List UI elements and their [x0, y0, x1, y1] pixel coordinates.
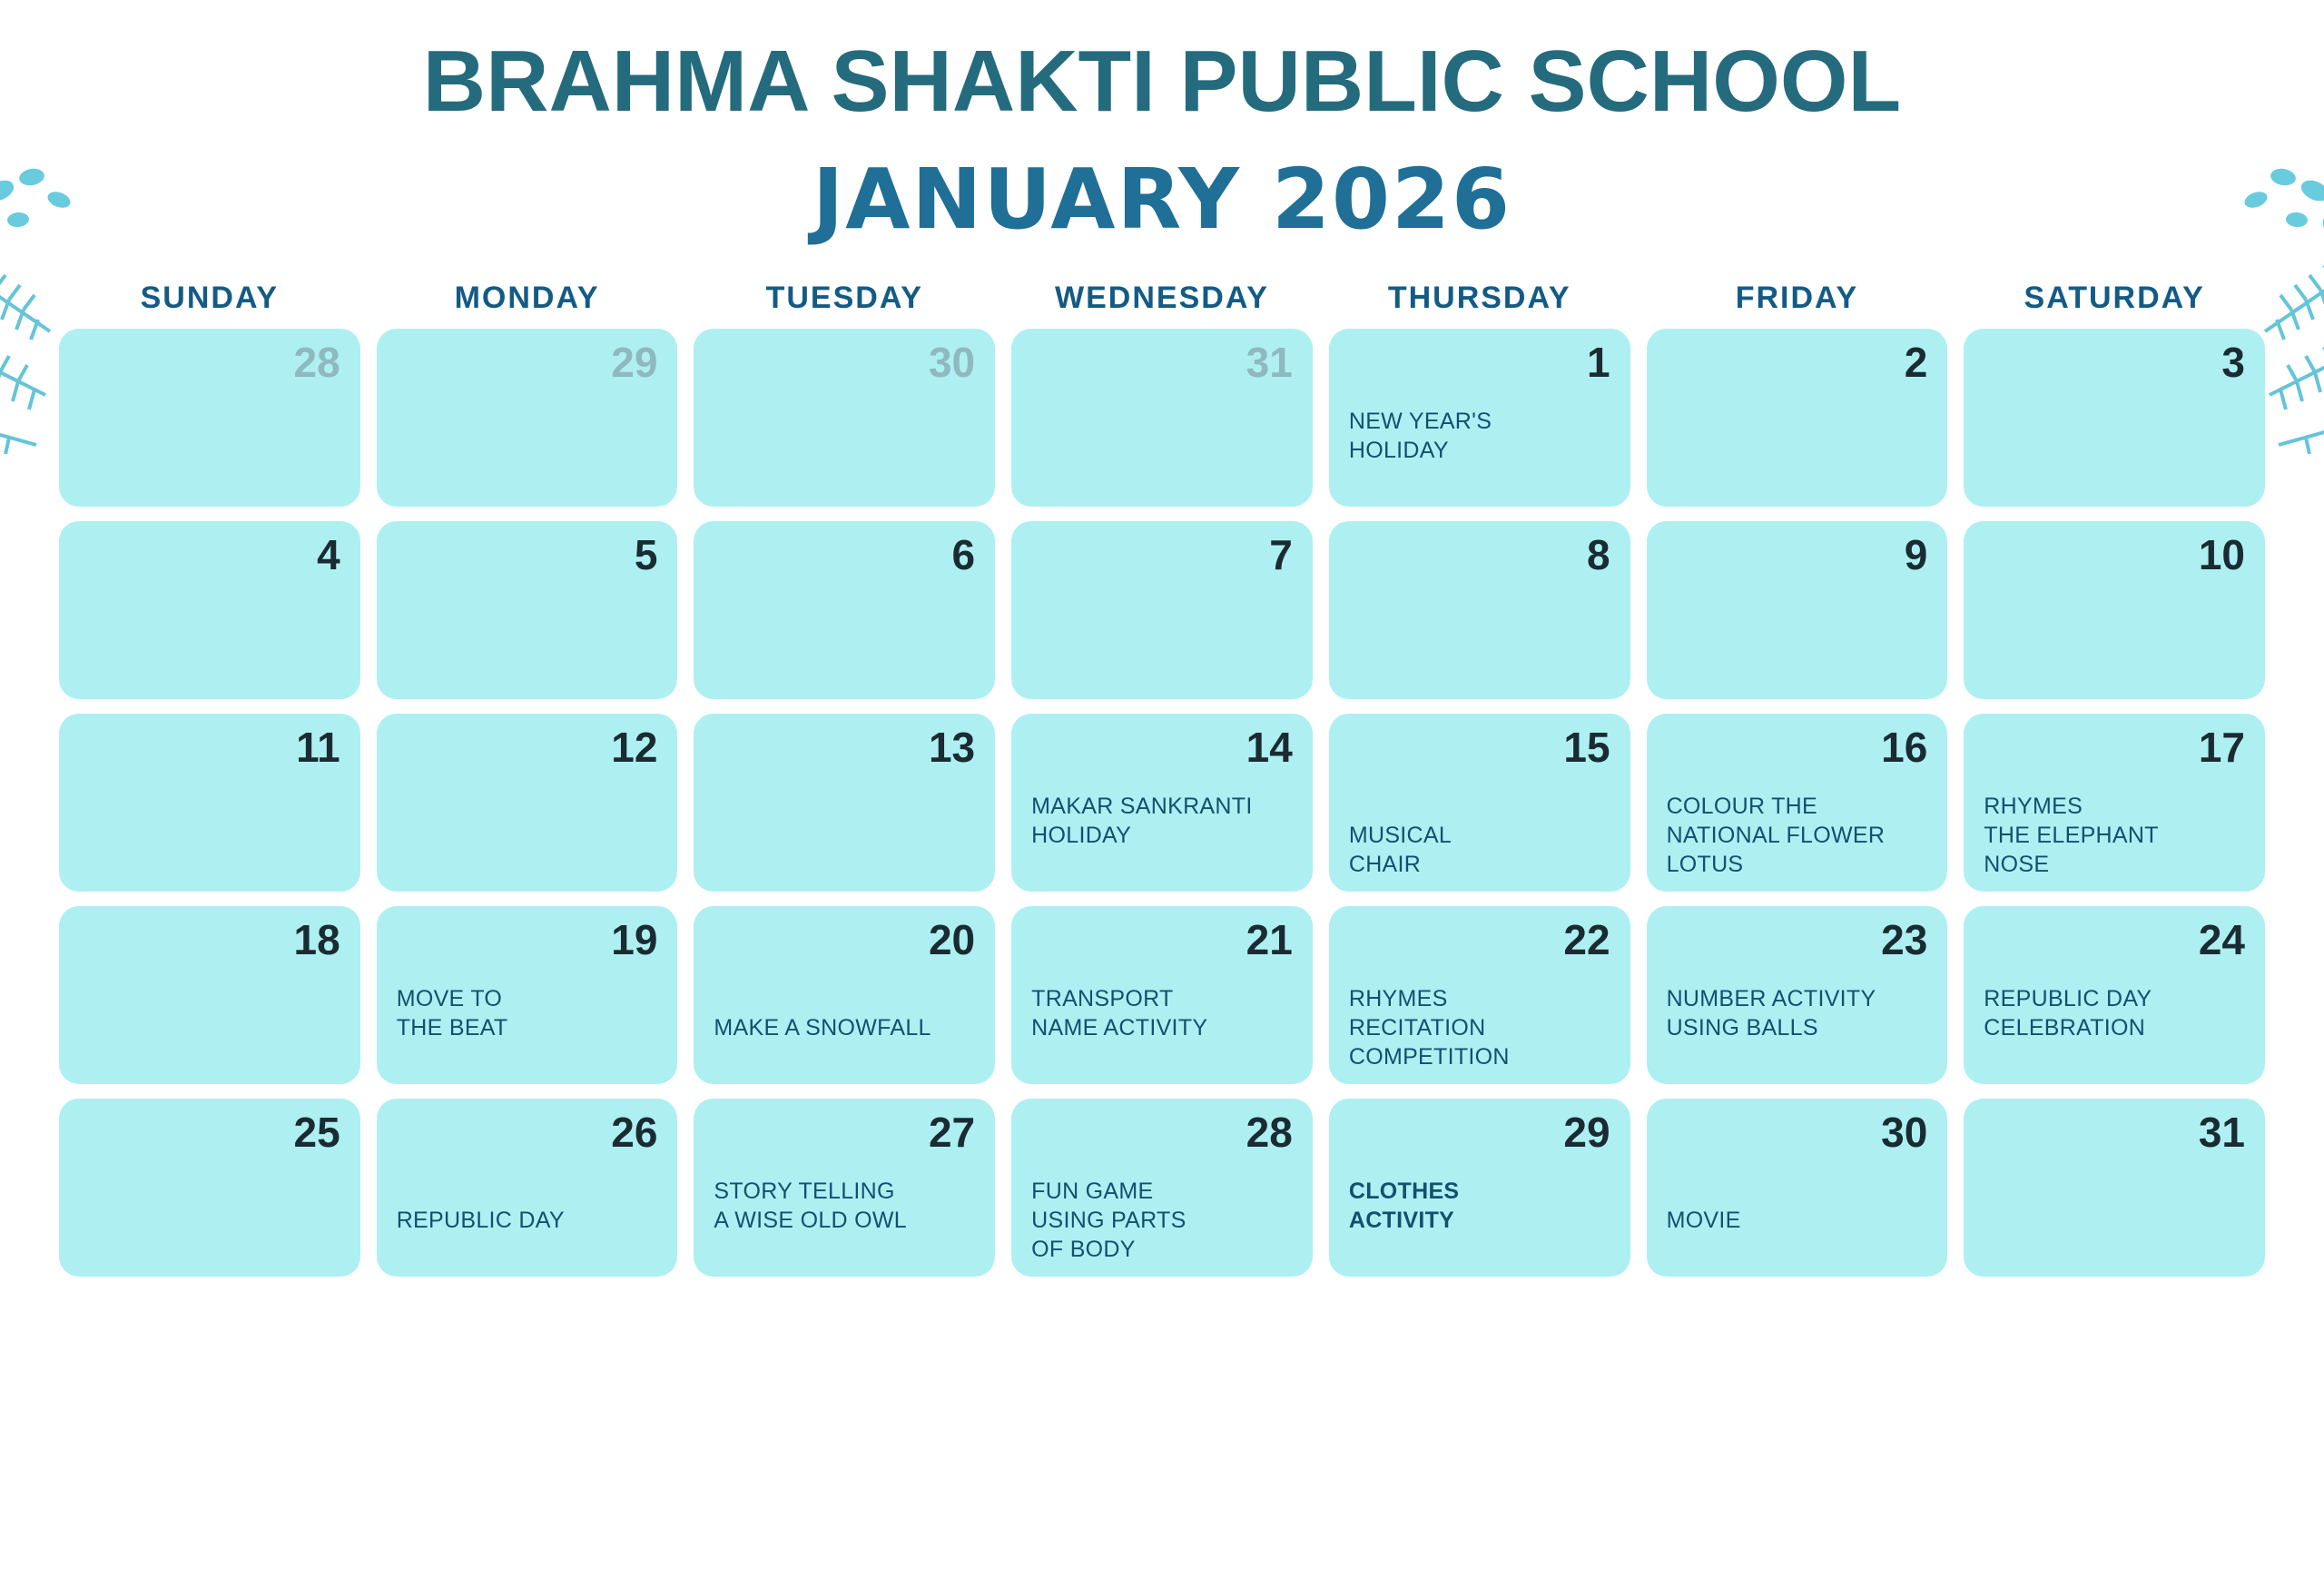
- calendar-day-cell[interactable]: [1647, 906, 1948, 1084]
- day-events: [1031, 792, 1293, 850]
- event-line: CELEBRATION: [1984, 1015, 2146, 1040]
- month-title: JANUARY 2026: [812, 151, 1512, 248]
- day-number: 18: [293, 916, 340, 963]
- day-number: 28: [293, 339, 340, 386]
- calendar-day-cell[interactable]: [694, 714, 995, 892]
- event-line: REPUBLIC DAY: [1984, 986, 2152, 1011]
- weekday-label: WEDNESDAY: [1055, 281, 1269, 315]
- calendar-week-row: [59, 906, 2265, 1084]
- day-number: 31: [1246, 339, 1293, 386]
- event-line: RHYMES: [1984, 794, 2083, 819]
- event-line: THE BEAT: [396, 1015, 508, 1040]
- weekday-label: MONDAY: [454, 281, 600, 315]
- day-events: [1349, 1177, 1610, 1235]
- event-line: NOSE: [1984, 852, 2050, 877]
- day-number: 2: [1904, 339, 1928, 386]
- event-line: THE ELEPHANT: [1984, 823, 2159, 848]
- calendar-day-cell[interactable]: [377, 521, 678, 699]
- calendar-day-cell[interactable]: [377, 906, 678, 1084]
- event-line: MAKE A SNOWFALL: [714, 1015, 931, 1040]
- day-number: 8: [1586, 531, 1610, 578]
- day-number: 20: [928, 916, 976, 963]
- day-events: [1349, 407, 1610, 465]
- day-number: 17: [2198, 724, 2245, 771]
- day-events: [1031, 1177, 1293, 1264]
- calendar-weeks: [59, 329, 2265, 1277]
- day-number: 31: [2198, 1109, 2245, 1156]
- weekday-label: FRIDAY: [1735, 281, 1859, 315]
- calendar-day-cell[interactable]: [1647, 1099, 1948, 1277]
- day-events: [1984, 792, 2245, 879]
- day-number: 11: [296, 724, 340, 771]
- calendar-day-cell[interactable]: [59, 906, 360, 1084]
- day-number: 30: [928, 339, 976, 386]
- calendar-day-cell[interactable]: [1329, 521, 1630, 699]
- event-line: LOTUS: [1666, 852, 1744, 877]
- calendar-week-row: [59, 714, 2265, 892]
- day-number: 21: [1246, 916, 1293, 963]
- event-line: OF BODY: [1031, 1237, 1136, 1262]
- calendar-day-cell[interactable]: [1329, 329, 1630, 507]
- day-events: [714, 1013, 975, 1042]
- day-number: 13: [928, 724, 976, 771]
- day-number: 3: [2221, 339, 2245, 386]
- event-line: STORY TELLING: [714, 1179, 895, 1204]
- weekday-label: SUNDAY: [140, 281, 280, 315]
- day-events: [714, 1177, 975, 1235]
- event-line: TRANSPORT: [1031, 986, 1174, 1011]
- day-number: 12: [611, 724, 658, 771]
- event-line: FUN GAME: [1031, 1179, 1154, 1204]
- calendar-day-cell[interactable]: [1964, 714, 2265, 892]
- event-line: RHYMES: [1348, 986, 1448, 1011]
- calendar-day-cell[interactable]: [1011, 906, 1313, 1084]
- event-line: NUMBER ACTIVITY: [1666, 986, 1876, 1011]
- day-number: 15: [1563, 724, 1610, 771]
- calendar-day-cell[interactable]: [1964, 1099, 2265, 1277]
- calendar-day-cell[interactable]: [59, 1099, 360, 1277]
- calendar-day-cell[interactable]: [1011, 1099, 1313, 1277]
- event-line: USING BALLS: [1666, 1015, 1818, 1040]
- event-line: MOVIE: [1666, 1208, 1741, 1233]
- day-number: 1: [1586, 339, 1610, 386]
- calendar-day-cell[interactable]: [377, 1099, 678, 1277]
- day-number: 29: [1563, 1109, 1610, 1156]
- weekday-label: THURSDAY: [1387, 281, 1571, 315]
- day-events: [1667, 792, 1928, 879]
- calendar-day-cell[interactable]: [377, 714, 678, 892]
- calendar-day-cell[interactable]: [1011, 329, 1313, 507]
- day-events: [1031, 984, 1293, 1042]
- day-events: [1349, 984, 1610, 1071]
- day-number: 9: [1904, 531, 1928, 578]
- calendar-week-row: [59, 329, 2265, 507]
- calendar-day-cell[interactable]: [1011, 521, 1313, 699]
- event-line: MOVE TO: [396, 986, 503, 1011]
- day-number: 10: [2198, 531, 2245, 578]
- calendar-day-cell[interactable]: [694, 329, 995, 507]
- day-number: 28: [1246, 1109, 1293, 1156]
- calendar-day-cell[interactable]: [1647, 521, 1948, 699]
- day-number: 16: [1881, 724, 1928, 771]
- event-line: MAKAR SANKRANTI: [1031, 794, 1253, 819]
- calendar-day-cell[interactable]: [694, 906, 995, 1084]
- event-line: ACTIVITY: [1348, 1208, 1455, 1233]
- event-line: NAME ACTIVITY: [1031, 1015, 1208, 1040]
- weekday-label: TUESDAY: [765, 281, 923, 315]
- calendar-day-cell[interactable]: [694, 1099, 995, 1277]
- calendar: [59, 281, 2265, 1277]
- calendar-day-cell[interactable]: [1011, 714, 1313, 892]
- event-line: NATIONAL FLOWER: [1666, 823, 1886, 848]
- weekday-label: SATURDAY: [2024, 281, 2205, 315]
- day-number: 7: [1269, 531, 1293, 578]
- event-line: HOLIDAY: [1031, 823, 1132, 848]
- calendar-day-cell[interactable]: [1647, 714, 1948, 892]
- event-line: CHAIR: [1348, 852, 1422, 877]
- calendar-day-cell[interactable]: [59, 714, 360, 892]
- day-number: 23: [1881, 916, 1928, 963]
- calendar-day-cell[interactable]: [1647, 329, 1948, 507]
- calendar-day-cell[interactable]: [1964, 329, 2265, 507]
- day-events: [1667, 984, 1928, 1042]
- calendar-day-cell[interactable]: [1329, 714, 1630, 892]
- calendar-day-cell[interactable]: [1329, 1099, 1630, 1277]
- event-line: NEW YEAR'S: [1348, 409, 1492, 434]
- day-number: 29: [611, 339, 658, 386]
- event-line: REPUBLIC DAY: [396, 1208, 565, 1233]
- event-line: CLOTHES: [1348, 1179, 1460, 1204]
- calendar-week-row: [59, 1099, 2265, 1277]
- event-line: COMPETITION: [1348, 1044, 1510, 1070]
- event-line: COLOUR THE: [1666, 794, 1818, 819]
- day-events: [397, 1206, 658, 1235]
- calendar-day-cell[interactable]: [59, 329, 360, 507]
- day-number: 25: [293, 1109, 340, 1156]
- calendar-day-cell[interactable]: [694, 521, 995, 699]
- day-events: [1667, 1206, 1928, 1235]
- day-number: 5: [634, 531, 658, 578]
- calendar-week-row: [59, 521, 2265, 699]
- day-number: 27: [928, 1109, 976, 1156]
- day-number: 6: [951, 531, 976, 578]
- calendar-day-cell[interactable]: [1329, 906, 1630, 1084]
- event-line: USING PARTS: [1031, 1208, 1187, 1233]
- calendar-day-cell[interactable]: [1964, 521, 2265, 699]
- weekday-header-row: [59, 281, 2265, 316]
- day-number: 4: [317, 531, 340, 578]
- event-line: HOLIDAY: [1348, 438, 1449, 463]
- day-number: 24: [2198, 916, 2245, 963]
- day-number: 22: [1563, 916, 1610, 963]
- day-events: [1984, 984, 2245, 1042]
- day-number: 14: [1246, 724, 1293, 771]
- page-title: BRAHMA SHAKTI PUBLIC SCHOOL: [422, 33, 1902, 130]
- calendar-day-cell[interactable]: [377, 329, 678, 507]
- event-line: MUSICAL: [1348, 823, 1452, 848]
- day-number: 30: [1881, 1109, 1928, 1156]
- event-line: A WISE OLD OWL: [714, 1208, 907, 1233]
- day-number: 19: [611, 916, 658, 963]
- day-events: [1349, 821, 1610, 879]
- calendar-day-cell[interactable]: [59, 521, 360, 699]
- day-number: 26: [611, 1109, 658, 1156]
- calendar-day-cell[interactable]: [1964, 906, 2265, 1084]
- event-line: RECITATION: [1348, 1015, 1486, 1040]
- day-events: [397, 984, 658, 1042]
